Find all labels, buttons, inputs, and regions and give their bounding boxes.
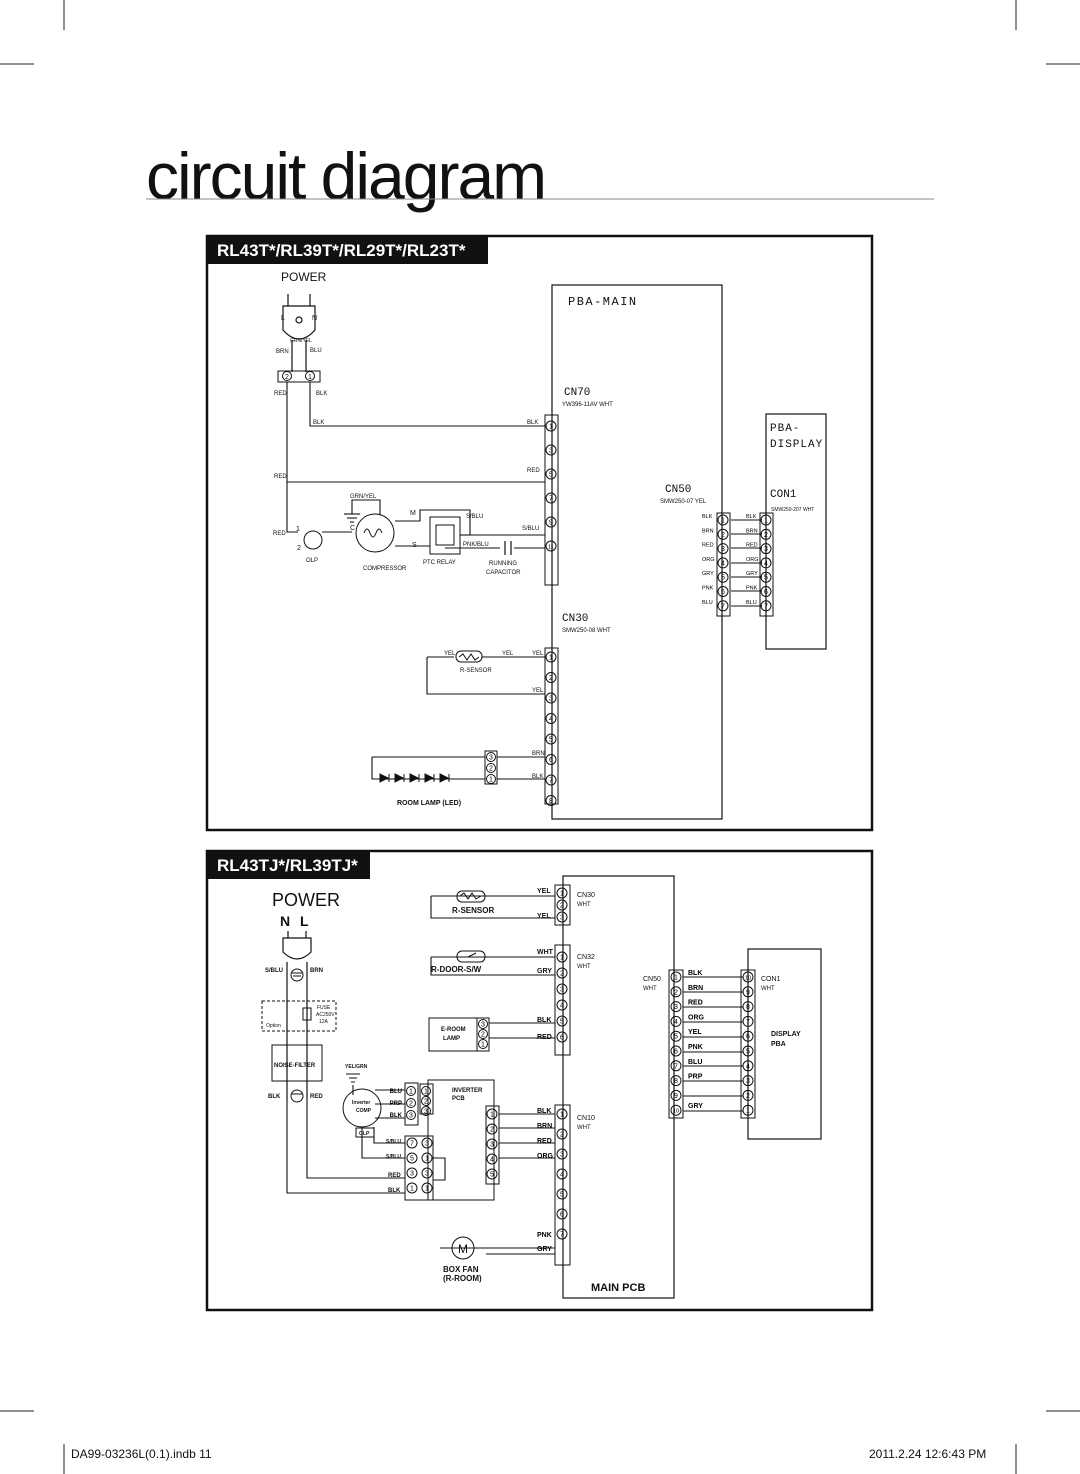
cn50b-pin-4: 4 (674, 1018, 678, 1026)
cn50-pin-1: 1 (721, 517, 725, 525)
option-label: Option (266, 1023, 281, 1029)
M-label: M (410, 510, 416, 517)
box-fan-label-1: BOX FAN (443, 1265, 479, 1274)
con1-spec-1: SMW250-207 WHT (771, 507, 815, 513)
blk-label-cn30: BLK (532, 774, 544, 780)
con1-pin-7: 7 (764, 603, 768, 611)
red-label-nf: RED (310, 1094, 323, 1100)
cn50b-pin-2: 2 (674, 989, 678, 997)
olp-pin-2: 2 (297, 545, 301, 552)
cn50-wire-gry: GRY (702, 571, 714, 578)
grnyel-label-1: GRN/YEL (290, 338, 312, 344)
ground-icon (344, 514, 360, 522)
motor-M-label: M (458, 1242, 468, 1256)
r-door-label: R-DOOR-S/W (431, 965, 482, 974)
cn30-pin-5: 5 (549, 736, 553, 744)
sblu-right-pin-3: 1 (425, 1185, 429, 1193)
cn70-pin-5: 5 (549, 471, 553, 479)
display-pba-label-1: DISPLAY (771, 1031, 801, 1038)
con1-label-1: CON1 (770, 489, 797, 501)
red-label-b: RED (274, 474, 287, 480)
main-cn10-pin-2: 2 (560, 1131, 564, 1139)
main-cn30-pin-3: 3 (560, 914, 564, 922)
wires-1 (287, 382, 762, 779)
con1-pin-5: 5 (764, 574, 768, 582)
con1-wire-gry: GRY (746, 571, 758, 578)
blk-label-nf: BLK (268, 1094, 281, 1100)
lamp-wire-red: RED (537, 1034, 552, 1041)
main-pcb-pins (557, 888, 567, 1239)
noise-filter-label: NOISE-FILTER (274, 1063, 316, 1069)
r-door-switch-contact (462, 953, 481, 957)
L-label-1: L (281, 315, 285, 322)
cn30-pin-8: 8 (549, 798, 553, 805)
inv-b-pin-3: 3 (490, 1141, 494, 1149)
cn30-pin-2: 2 (549, 675, 553, 682)
cn30-pin-7: 7 (549, 777, 553, 785)
blk-label-2c: BLK (388, 1188, 401, 1194)
nl-label: N L (280, 913, 312, 929)
cn70-pin-11: 11 (548, 544, 554, 551)
cn10-wire-labels (537, 1108, 554, 1160)
sblu-label-a: S/BLU (466, 514, 484, 520)
con1b-pin-10: 10 (744, 975, 752, 982)
power-label-2: POWER (272, 890, 341, 910)
main-cn32-pin-2: 2 (560, 970, 564, 978)
con1b-pin-3: 3 (746, 1078, 750, 1086)
cn50b-wire-prp: PRP (688, 1073, 703, 1081)
cn50b-pin-8: 8 (674, 1078, 678, 1086)
yel-label-2a: YEL (537, 888, 551, 895)
inv-a-pin-1: 1 (424, 1088, 428, 1096)
cn50-wire-brn: BRN (702, 528, 714, 535)
sblu-right-pin-1: 1 (425, 1155, 429, 1163)
model-label-1: RL43T*/RL39T*/RL29T*/RL23T* (217, 241, 466, 260)
cn50-wire-labels-right (746, 514, 759, 606)
fan-wire-pnk: PNK (537, 1232, 552, 1239)
main-cn32-pin-1: 1 (560, 954, 564, 962)
main-cn10-pin-7: 7 (560, 1231, 564, 1239)
cn70-spec: YW396-11AV WHT (562, 402, 613, 408)
inv-b-pin-2: 2 (490, 1126, 494, 1134)
N-label-1: N (312, 315, 318, 322)
red-label-a: RED (274, 391, 287, 397)
pba-display-label-2: DISPLAY (770, 439, 824, 451)
footer-file: DA99-03236L(0.1).indb 11 (71, 1447, 212, 1461)
sblu-left-pin-3: 1 (410, 1185, 414, 1193)
cn10-color: WHT (577, 1125, 591, 1131)
cn30-spec-1: SMW250-08 WHT (562, 628, 611, 634)
comp-wire-blu: BLU (389, 1089, 402, 1095)
fuse-voltage: AC250V (316, 1012, 335, 1018)
sblu-label-b: S/BLU (522, 526, 540, 532)
cn50b-wire-yel: YEL (688, 1029, 702, 1037)
lamp-wire-labels (537, 1017, 552, 1041)
con1-pin-1: 1 (764, 517, 768, 525)
inv-b-pin-1: 1 (490, 1111, 494, 1119)
cn50b-pin-9: 9 (674, 1092, 678, 1100)
main-cn32-pin-6: 6 (560, 1034, 564, 1042)
blk-label-a: BLK (316, 391, 328, 397)
cn50-pin-2: 2 (721, 531, 725, 539)
inv-a-pin-2: 2 (424, 1098, 428, 1106)
cn50-label-2: CN50 (643, 976, 661, 983)
cn50b-wire-pnk: PNK (688, 1044, 703, 1051)
comp-wire-prp: PRP (389, 1101, 402, 1107)
cn50b-pin-3: 3 (674, 1004, 678, 1012)
compressor-icon (356, 514, 394, 552)
cn70-pin-7: 7 (549, 495, 553, 503)
main-cn32-pin-3: 3 (560, 986, 564, 994)
fuse-label: FUSE (317, 1005, 331, 1011)
ground-icon-4 (346, 1074, 360, 1082)
olp-pin-1: 1 (296, 526, 300, 533)
main-cn10-pin-6: 6 (560, 1211, 564, 1219)
comp-pin-2: 2 (409, 1100, 413, 1108)
terminal-1-label: 1 (308, 374, 312, 381)
con1-pin-4: 4 (764, 560, 768, 568)
fan-wire-gry: GRY (537, 1246, 552, 1253)
e-room-label-1: E-ROOM (441, 1027, 466, 1033)
cn50b-pin-7: 7 (674, 1063, 678, 1071)
blu-label-1: BLU (310, 348, 322, 354)
main-cn10-pin-1: 1 (560, 1111, 564, 1119)
main-cn10-pin-4: 4 (560, 1171, 564, 1179)
cn50-wire-blu: BLU (702, 599, 713, 606)
lamp-pin-2: 2 (481, 1031, 485, 1039)
r-sensor-label-1: R-SENSOR (460, 668, 492, 674)
cn50-wire-labels-left (702, 514, 715, 606)
yel-label-c: YEL (532, 651, 544, 657)
e-room-label-2: LAMP (443, 1036, 460, 1042)
con1-wire-blk: BLK (746, 514, 757, 520)
yel-label-a: YEL (444, 651, 456, 657)
pba-main-box (552, 285, 722, 819)
con1-wire-red: RED (746, 542, 758, 549)
cn30-pins (546, 652, 556, 806)
con1b-pin-2: 2 (746, 1092, 750, 1100)
inverter-comp-label-2: COMP (356, 1108, 371, 1114)
comp-pins (407, 1087, 416, 1120)
capacitor-icon (505, 541, 511, 555)
cn50b-pin-5: 5 (674, 1033, 678, 1041)
cn50-pins-1 (718, 515, 728, 611)
pba-main-label: PBA-MAIN (568, 295, 638, 309)
main-cn32-pin-5: 5 (560, 1018, 564, 1026)
ptc-relay-inner (436, 525, 454, 545)
cn50b-pin-10: 10 (672, 1108, 680, 1115)
main-cn30-pin-2: 2 (560, 902, 564, 910)
capacitor-label: CAPACITOR (486, 570, 521, 576)
red-label-cn70: RED (527, 468, 540, 474)
cn10-label: CN10 (577, 1115, 595, 1122)
main-cn10-pin-5: 5 (560, 1191, 564, 1199)
main-pcb-box (563, 876, 674, 1298)
inverter-pcb-label-1: INVERTER (452, 1088, 483, 1094)
lamp-pins (479, 1020, 488, 1049)
con1-wire-brn: BRN (746, 528, 758, 535)
cn50-color-2: WHT (643, 986, 657, 992)
cn50b-wire-brn: BRN (688, 984, 704, 992)
yel-label-b: YEL (502, 651, 514, 657)
led-pin-1: 1 (489, 776, 493, 784)
con1b-pin-1: 1 (746, 1107, 750, 1115)
display-pba-label-2: PBA (771, 1041, 786, 1048)
led-pins (487, 753, 496, 784)
model-label-2: RL43TJ*/RL39TJ* (217, 856, 358, 875)
power-plug-icon-2 (283, 931, 311, 1100)
cn70-pins (546, 421, 556, 551)
cn30-pin-6: 6 (549, 757, 553, 764)
con1-wire-pnk: PNK (746, 585, 758, 592)
cn50-wire-labels-2 (688, 970, 705, 1110)
main-cn10-pin-3: 3 (560, 1151, 564, 1159)
cn50b-pin-6: 6 (674, 1048, 678, 1056)
brn-label-cn30: BRN (532, 751, 545, 757)
comp-pin-3: 3 (409, 1112, 413, 1120)
inv-a-pin-3: 3 (424, 1108, 428, 1116)
cn50-wire-org: ORG (702, 556, 715, 563)
con1b-pin-9: 9 (746, 989, 750, 997)
blk-label-cn70: BLK (527, 420, 539, 426)
cn70-pin-9: 9 (549, 519, 553, 527)
blk-label-b: BLK (313, 420, 325, 426)
running-label: RUNNING (489, 561, 517, 567)
sblu-label-2b: S/BLU (386, 1154, 401, 1160)
cn30-pin-3: 3 (549, 695, 553, 703)
brn-label-1: BRN (276, 349, 289, 355)
cn50-wire-pnk: PNK (702, 585, 714, 592)
sblu-left-pin-1: 5 (410, 1155, 414, 1163)
led-pin-2: 2 (489, 765, 493, 773)
cn50b-wire-org: ORG (688, 1014, 704, 1022)
cn50-wire-blk: BLK (702, 514, 713, 520)
S-label: S (412, 542, 417, 549)
cn30-color-2: WHT (577, 902, 591, 908)
terminal-2-label: 2 (285, 374, 289, 381)
sblu-right-pin-2: 3 (425, 1170, 429, 1178)
olp-icon (304, 531, 322, 549)
cn50-pin-4: 4 (721, 560, 725, 568)
comp-wire-labels (390, 1089, 403, 1119)
cn50-pin-7: 7 (721, 603, 725, 611)
sblu-label-2a: S/BLU (386, 1139, 401, 1145)
red-label-c: RED (273, 531, 286, 537)
room-lamp-label: ROOM LAMP (LED) (397, 800, 462, 807)
sblu-label-2: S/BLU (265, 968, 283, 974)
cn30-pin-4: 4 (549, 716, 553, 723)
cn50b-wire-blk: BLK (688, 970, 703, 977)
con1-pins-1 (761, 515, 771, 611)
cn50b-pin-1: 1 (674, 974, 678, 982)
r-sensor-zigzag (459, 654, 479, 660)
brn-label-2: BRN (310, 968, 323, 974)
yel-label-d: YEL (532, 688, 544, 694)
compressor-label: COMPRESSOR (363, 566, 407, 572)
con1-pin-3: 3 (764, 546, 768, 554)
cn32-label: CN32 (577, 954, 595, 961)
cn70-pin-1: 1 (549, 423, 553, 431)
pba-display-label-1: PBA- (770, 423, 801, 435)
main-cn32-pin-4: 4 (560, 1002, 564, 1010)
olp-label: OLP (306, 558, 319, 564)
sblu-right-pin-0: 3 (425, 1140, 429, 1148)
diagram-2 (207, 851, 872, 1310)
cn50-pin-6: 6 (721, 589, 725, 596)
page-title: circuit diagram (146, 139, 546, 213)
cn70-label: CN70 (564, 387, 591, 399)
cn50-pin-5: 5 (721, 574, 725, 582)
e-room-lamp-box (429, 1018, 477, 1051)
con1-wire-blu: BLU (746, 599, 757, 606)
con1b-pin-8: 8 (746, 1004, 750, 1012)
inverter-comp-label-1: Inverter (352, 1100, 371, 1106)
footer-timestamp: 2011.2.24 12:6:43 PM (869, 1447, 987, 1461)
cn50-spec-1: SMW250-07 YEL (660, 499, 707, 505)
comp-wire-blk: BLK (389, 1113, 402, 1119)
cn50b-wire-blu: BLU (688, 1058, 703, 1066)
cn32-color: WHT (577, 964, 591, 970)
cn50-pins-2 (671, 972, 681, 1115)
cn30-label-1: CN30 (562, 613, 589, 625)
con1-pin-2: 2 (764, 531, 768, 539)
comp-pin-1: 1 (409, 1088, 413, 1096)
cn50-wire-red: RED (702, 542, 714, 549)
main-cn30-pin-1: 1 (560, 890, 564, 898)
con1-pin-6: 6 (764, 589, 768, 596)
yelgrn-label: YEL/GRN (345, 1064, 368, 1070)
con1b-pin-5: 5 (746, 1048, 750, 1056)
cn50-pin-3: 3 (721, 546, 725, 554)
cn10-wire-red: RED (537, 1138, 552, 1145)
gry-label-2: GRY (537, 968, 552, 975)
lamp-pin-1: 1 (481, 1041, 485, 1049)
ptc-relay-label: PTC RELAY (423, 560, 456, 566)
cn70-pin-3: 3 (549, 447, 553, 455)
con1b-pin-4: 4 (746, 1063, 750, 1071)
cn10-wire-blk: BLK (537, 1108, 552, 1115)
con1-color-2: WHT (761, 986, 775, 992)
cn30-pin-1: 1 (549, 654, 553, 662)
box-fan-label-2: (R-ROOM) (443, 1274, 482, 1283)
diagram-1 (207, 236, 872, 830)
sblu-left-pin-2: 3 (410, 1170, 414, 1178)
led-pin-3: 3 (489, 754, 493, 762)
con1-wire-org: ORG (746, 556, 759, 563)
yel-label-2b: YEL (537, 913, 551, 920)
cn30-label-2: CN30 (577, 892, 595, 899)
cn50b-wire-gry: GRY (688, 1103, 703, 1111)
ground-icon-3 (291, 1090, 303, 1102)
inv-b-pin-4: 4 (490, 1156, 494, 1164)
con1b-pin-7: 7 (746, 1018, 750, 1026)
C-label: C (350, 525, 356, 532)
con1b-pin-6: 6 (746, 1033, 750, 1041)
compressor-coil (364, 529, 382, 537)
cn50b-wire-red: RED (688, 999, 703, 1007)
cn50-label-1: CN50 (665, 484, 692, 496)
inverter-pcb-label-2: PCB (452, 1096, 465, 1102)
ground-icon-2 (291, 969, 303, 981)
power-label-1: POWER (281, 270, 327, 284)
wht-label-2: WHT (537, 949, 553, 956)
fan-wire-labels (537, 1232, 552, 1253)
lamp-pin-3: 3 (481, 1021, 485, 1029)
lamp-wire-blk: BLK (537, 1017, 552, 1024)
con1-label-2: CON1 (761, 976, 781, 983)
pnkblu-label: PNK/BLU (463, 542, 489, 548)
fuse-ampere: 12A (319, 1019, 328, 1025)
cn10-wire-org: ORG (537, 1153, 553, 1160)
r-sensor-label-2: R-SENSOR (452, 906, 495, 915)
inv-b-pin-5: 5 (490, 1171, 494, 1179)
cn10-wire-brn: BRN (537, 1123, 553, 1130)
led-icon-row (380, 774, 449, 782)
olp-label-2: OLP (359, 1131, 370, 1137)
grnyel-label-comp: GRN/YEL (350, 494, 377, 500)
sblu-left-pin-0: 7 (410, 1140, 414, 1148)
red-label-2c: RED (388, 1173, 401, 1179)
main-pcb-label: MAIN PCB (591, 1282, 646, 1294)
